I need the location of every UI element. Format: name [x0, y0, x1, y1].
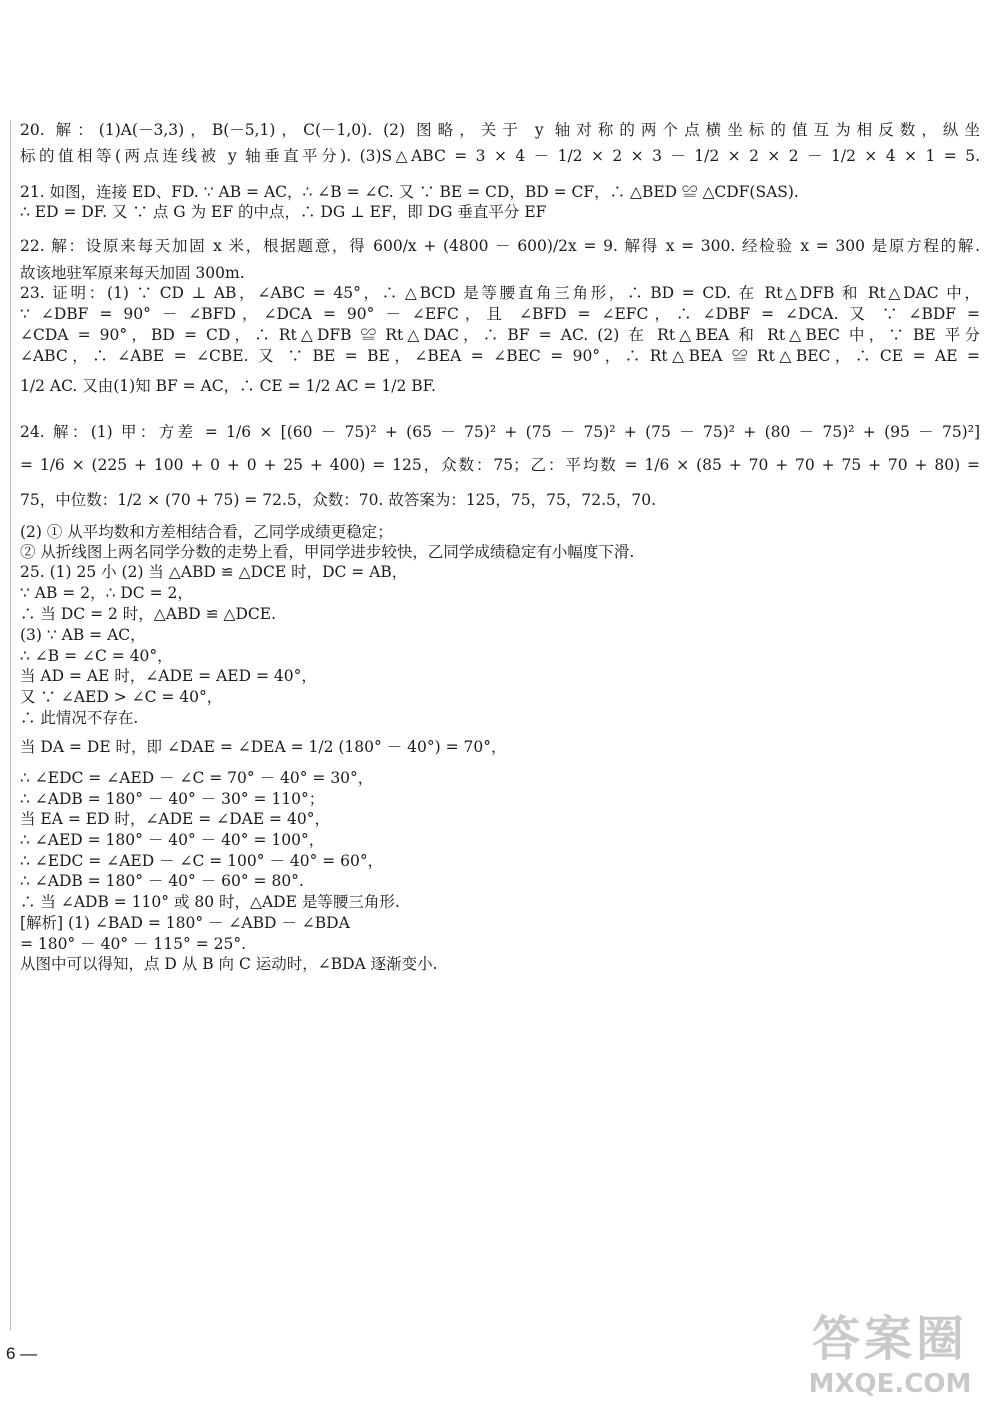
- line-q22-2: 故该地驻军原来每天加固 300m.: [20, 264, 245, 282]
- line-q22-1: 22. 解：设原来每天加固 x 米，根据题意，得 600/x + (4800 － 600)/2x = 9. 解得 x = 300. 经检验 x = 300 是原方程的解.: [20, 237, 980, 255]
- line-q25-6: 当 AD = AE 时，∠ADE = AED = 40°，: [20, 667, 317, 685]
- line-q25-15: ∴ ∠ADB = 180° － 40° － 60° = 80°.: [20, 872, 304, 890]
- line-q25-12: 当 EA = ED 时，∠ADE = ∠DAE = 40°，: [20, 810, 330, 828]
- line-q25-9: 当 DA = DE 时，即 ∠DAE = ∠DEA = 1/2 (180° － 40°) = 70°，: [20, 738, 507, 756]
- line-q25-19: 从图中可以得知，点 D 从 B 向 C 运动时，∠BDA 逐渐变小.: [20, 955, 438, 973]
- line-q23-5: 1/2 AC. 又由(1)知 BF = AC，∴ CE = 1/2 AC = 1/2 BF.: [20, 377, 436, 395]
- line-q25-8: ∴ 此情况不存在.: [20, 709, 139, 727]
- line-q25-10: ∴ ∠EDC = ∠AED － ∠C = 70° － 40° = 30°，: [20, 769, 374, 787]
- line-q25-16: ∴ 当 ∠ADB = 110° 或 80 时，△ADE 是等腰三角形.: [20, 893, 400, 911]
- line-q20-2: 标的值相等(两点连线被 y 轴垂直平分). (3)S△ABC = 3 × 4 － 1/2 × 2 × 3 － 1/2 × 2 × 2 － 1/2 × 4 × 1 = 5.: [20, 147, 980, 165]
- line-q25-18: = 180° － 40° － 115° = 25°.: [20, 935, 247, 953]
- line-q23-3: ∠CDA = 90°，BD = CD，∴ Rt△DFB ≌ Rt△DAC，∴ BF = AC. (2) 在 Rt△BEA 和 Rt△BEC 中，∵ BE 平分: [20, 326, 980, 344]
- line-q21-2: ∴ ED = DF. 又 ∵ 点 G 为 EF 的中点，∴ DG ⊥ EF，即 DG 垂直平分 EF: [20, 203, 547, 221]
- watermark-logo: 答案圈: [811, 1311, 968, 1367]
- line-q23-2: ∵ ∠DBF = 90° － ∠BFD，∠DCA = 90° － ∠EFC，且 ∠BFD = ∠EFC，∴ ∠DBF = ∠DCA. 又 ∵ ∠BDF =: [20, 305, 980, 323]
- line-q25-7: 又 ∵ ∠AED > ∠C = 40°，: [20, 688, 223, 706]
- line-q25-1: 25. (1) 25 小 (2) 当 △ABD ≌ △DCE 时，DC = AB，: [20, 563, 408, 581]
- line-q25-11: ∴ ∠ADB = 180° － 40° － 30° = 110°；: [20, 790, 325, 808]
- line-q25-14: ∴ ∠EDC = ∠AED － ∠C = 100° － 40° = 60°，: [20, 852, 384, 870]
- line-q25-17: [解析] (1) ∠BAD = 180° － ∠ABD － ∠BDA: [20, 914, 350, 932]
- line-q24-2: = 1/6 × (225 + 100 + 0 + 0 + 25 + 400) = 125，众数：75；乙：平均数 = 1/6 × (85 + 70 + 70 + 75 + 70 + 80) =: [20, 456, 980, 474]
- line-q24-1: 24. 解：(1) 甲：方差 = 1/6 × [(60 － 75)² + (65 － 75)² + (75 － 75)² + (75 － 75)² + (80 － 75)² + (95 － 75)²]: [20, 423, 980, 441]
- line-q20-1: 20. 解：(1)A(－3,3)，B(－5,1)，C(－1,0). (2) 图略，关于 y 轴对称的两个点横坐标的值互为相反数，纵坐: [20, 121, 980, 139]
- line-q24-5: ② 从折线图上两名同学分数的走势上看，甲同学进步较快，乙同学成绩稳定有小幅度下滑.: [20, 543, 635, 561]
- line-q25-13: ∴ ∠AED = 180° － 40° － 40° = 100°，: [20, 831, 325, 849]
- line-q25-5: ∴ ∠B = ∠C = 40°，: [20, 647, 173, 665]
- line-q24-4: (2) ① 从平均数和方差相结合看，乙同学成绩更稳定；: [20, 523, 393, 541]
- line-q25-3: ∴ 当 DC = 2 时，△ABD ≌ △DCE.: [20, 605, 276, 623]
- line-q21-1: 21. 如图，连接 ED、FD. ∵ AB = AC，∴ ∠B = ∠C. 又 ∵ BE = CD，BD = CF，∴ △BED ≌ △CDF(SAS).: [20, 183, 799, 201]
- line-q25-2: ∵ AB = 2，∴ DC = 2，: [20, 584, 193, 602]
- page-number: 6 —: [6, 1344, 38, 1363]
- line-q23-1: 23. 证明：(1) ∵ CD ⊥ AB，∠ABC = 45°，∴ △BCD 是等腰直角三角形，∴ BD = CD. 在 Rt△DFB 和 Rt△DAC 中，: [20, 284, 980, 302]
- watermark-url: MXQE.COM: [808, 1369, 972, 1399]
- page-edge-line: [10, 120, 11, 1330]
- line-q23-4: ∠ABC，∴ ∠ABE = ∠CBE. 又 ∵ BE = BE，∠BEA = ∠BEC = 90°，∴ Rt△BEA ≌ Rt△BEC，∴ CE = AE =: [20, 347, 980, 365]
- line-q25-4: (3) ∵ AB = AC，: [20, 626, 146, 644]
- watermark: [790, 1310, 990, 1410]
- line-q24-3: 75，中位数：1/2 × (70 + 75) = 72.5，众数：70. 故答案为：125，75，75，72.5，70.: [20, 491, 657, 509]
